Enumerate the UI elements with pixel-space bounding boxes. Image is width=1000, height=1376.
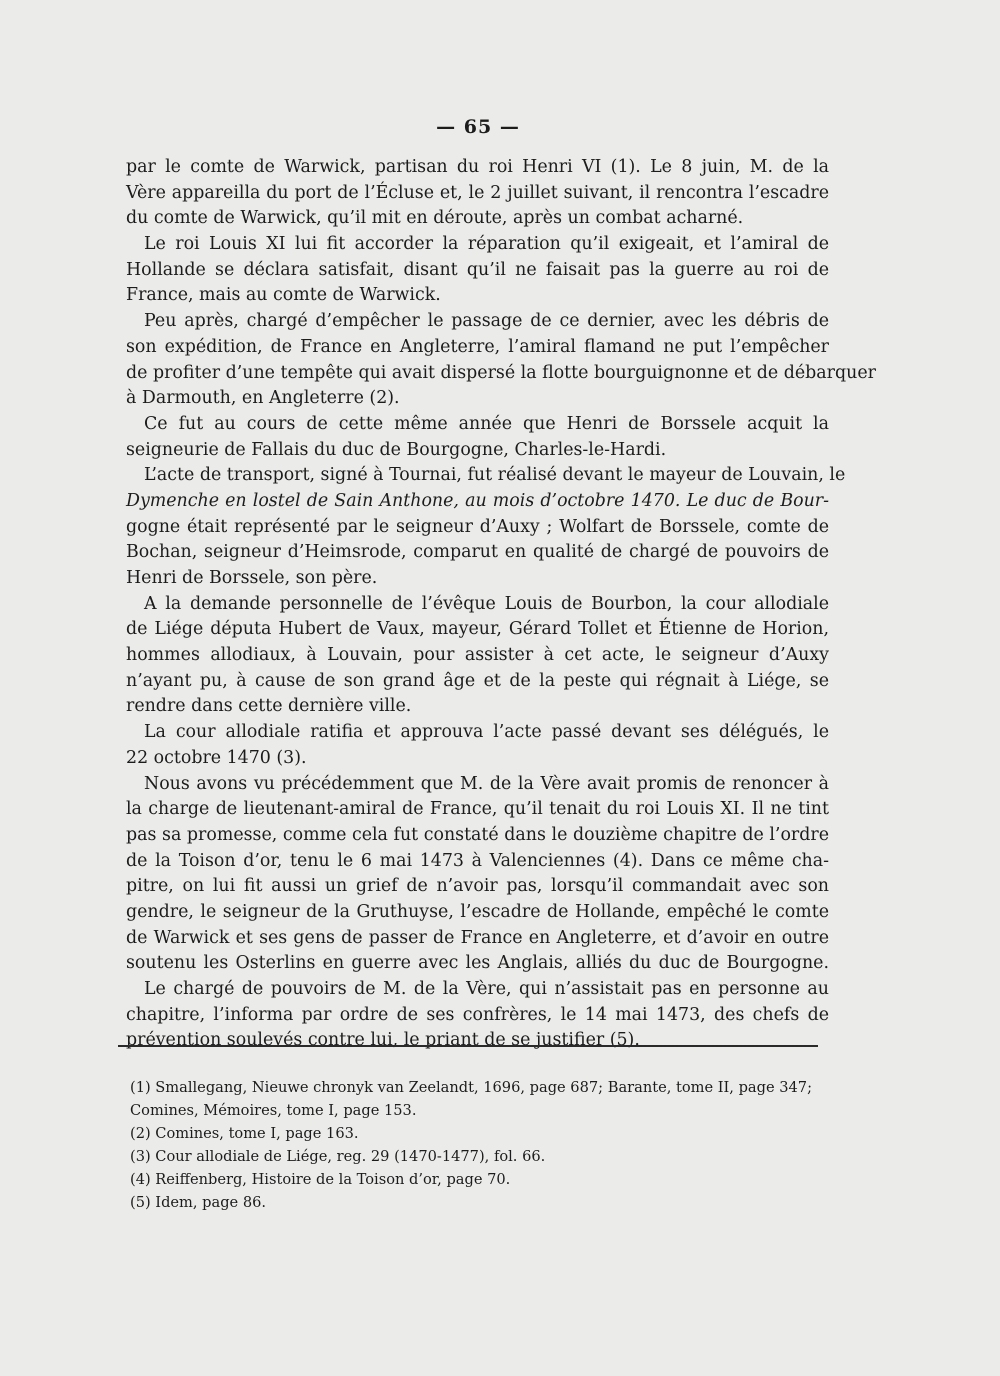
text-line: Nous avons vu précédemment que M. de la Vère avait promis de renoncer à xyxy=(144,773,829,794)
text-line: Le roi Louis XI lui fit accorder la réparation qu’il exigeait, et l’amiral de xyxy=(144,234,829,255)
text-line: de Liége députa Hubert de Vaux, mayeur, Gérard Tollet et Étienne de Horion, xyxy=(126,619,829,640)
text-line: de profiter d’une tempête qui avait dispersé la flotte bourguignonne et de débarquer xyxy=(126,362,876,383)
text-line: seigneurie de Fallais du duc de Bourgogne, Charles-le-Hardi. xyxy=(126,439,667,460)
text-line: gendre, le seigneur de la Gruthuyse, l’escadre de Hollande, empêché le comte xyxy=(126,901,829,922)
text-line: pas sa promesse, comme cela fut constaté dans le douzième chapitre de l’ordre xyxy=(126,824,829,845)
text-line: du comte de Warwick, qu’il mit en déroute, après un combat acharné. xyxy=(126,208,744,229)
body-text xyxy=(126,155,876,1054)
text-line: Henri de Borssele, son père. xyxy=(126,568,378,588)
text-line: prévention soulevés contre lui, le priant de se justifier (5). xyxy=(126,1030,640,1051)
text-line: La cour allodiale ratifia et approuva l’acte passé devant ses délégués, le xyxy=(144,722,829,743)
text-line: soutenu les Osterlins en guerre avec les Anglais, alliés du duc de Bourgogne. xyxy=(126,953,829,974)
footnote: Comines, Mémoires, tome I, page 153. xyxy=(130,1102,417,1119)
text-line: chapitre, l’informa par ordre de ses confrères, le 14 mai 1473, des chefs de xyxy=(126,1004,829,1025)
text-line: de la Toison d’or, tenu le 6 mai 1473 à Valenciennes (4). Dans ce même cha- xyxy=(126,850,829,871)
text-line: Ce fut au cours de cette même année que Henri de Borssele acquit la xyxy=(144,413,829,434)
footnote: (3) Cour allodiale de Liége, reg. 29 (1470-1477), fol. 66. xyxy=(130,1148,546,1165)
text-line: n’ayant pu, à cause de son grand âge et de la peste qui régnait à Liége, se xyxy=(126,670,829,691)
text-line: de Warwick et ses gens de passer de France en Angleterre, et d’avoir en outre xyxy=(126,927,829,948)
text-line: Hollande se déclara satisfait, disant qu’il ne faisait pas la guerre au roi de xyxy=(126,259,829,280)
text-line: hommes allodiaux, à Louvain, pour assister à cet acte, le seigneur d’Auxy xyxy=(126,645,829,666)
text-line: Dymenche en lostel de Sain Anthone, au mois d’octobre 1470. Le duc de Bour- xyxy=(126,490,829,511)
text-line: Vère appareilla du port de l’Écluse et, le 2 juillet suivant, il rencontra l’escadre xyxy=(126,182,829,203)
text-line: par le comte de Warwick, partisan du roi Henri VI (1). Le 8 juin, M. de la xyxy=(126,157,829,177)
text-line: Le chargé de pouvoirs de M. de la Vère, qui n’assistait pas en personne au xyxy=(144,979,829,999)
text-line: Bochan, seigneur d’Heimsrode, comparut en qualité de chargé de pouvoirs de xyxy=(126,542,829,563)
text-line: A la demande personnelle de l’évêque Louis de Bourbon, la cour allodiale xyxy=(144,593,829,614)
text-line: Peu après, chargé d’empêcher le passage de ce dernier, avec les débris de xyxy=(144,311,829,332)
text-line: France, mais au comte de Warwick. xyxy=(126,285,441,306)
text-line: gogne était représenté par le seigneur d’Auxy ; Wolfart de Borssele, comte de xyxy=(126,516,829,537)
text-line: rendre dans cette dernière ville. xyxy=(126,696,412,717)
text-line: 22 octobre 1470 (3). xyxy=(126,747,307,768)
footnote: (5) Idem, page 86. xyxy=(130,1194,267,1211)
footnote: (2) Comines, tome I, page 163. xyxy=(130,1125,359,1142)
footnote: (1) Smallegang, Nieuwe chronyk van Zeelandt, 1696, page 687; Barante, tome II, page 347; xyxy=(130,1079,813,1096)
text-line: L’acte de transport, signé à Tournai, fut réalisé devant le mayeur de Louvain, le xyxy=(144,465,846,486)
footnotes xyxy=(130,1076,830,1214)
text-line: son expédition, de France en Angleterre, l’amiral flamand ne put l’empêcher xyxy=(126,336,829,357)
text-line: la charge de lieutenant-amiral de France, qu’il tenait du roi Louis XI. Il ne tint xyxy=(126,799,829,820)
text-line: pitre, on lui fit aussi un grief de n’avoir pas, lorsqu’il commandait avec son xyxy=(126,876,829,897)
footnote-divider xyxy=(118,1045,818,1047)
footnote: (4) Reiffenberg, Histoire de la Toison d’or, page 70. xyxy=(130,1171,511,1188)
text-line: à Darmouth, en Angleterre (2). xyxy=(126,388,400,409)
page-number: — 65 — xyxy=(436,116,520,138)
